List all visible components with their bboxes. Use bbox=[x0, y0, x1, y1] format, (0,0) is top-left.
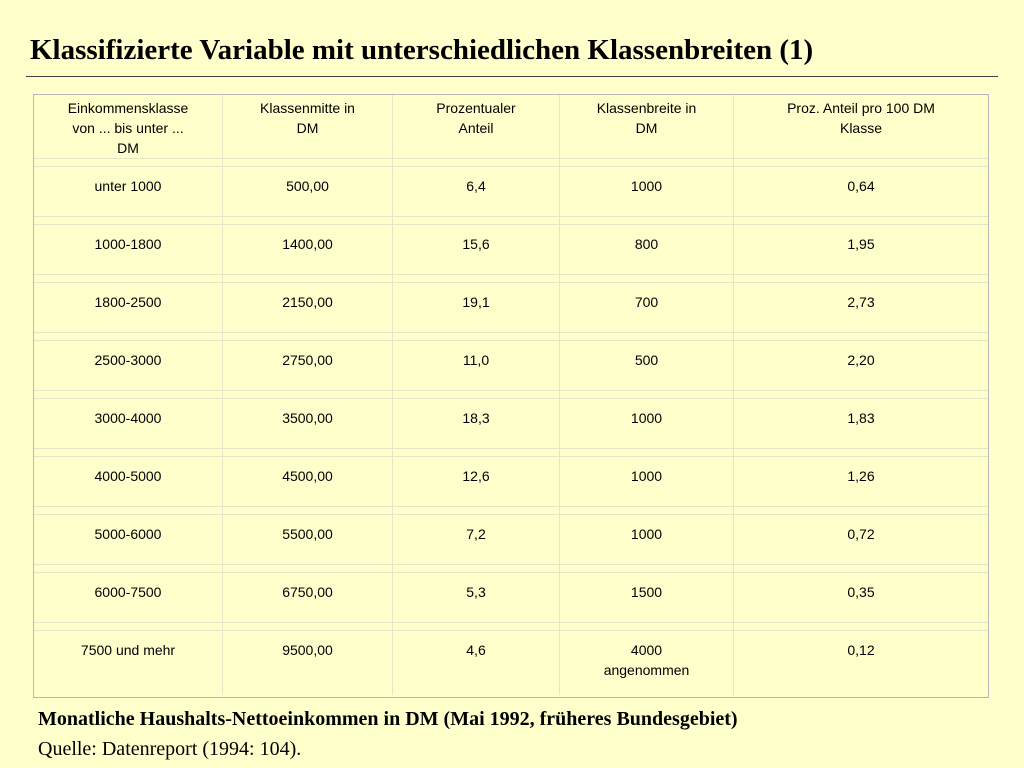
table-body bbox=[34, 158, 988, 695]
separator-cell bbox=[733, 390, 988, 399]
separator-cell bbox=[34, 274, 222, 283]
separator-cell bbox=[34, 216, 222, 225]
table-cell: 0,72 bbox=[733, 515, 988, 564]
table-cell: 2150,00 bbox=[222, 283, 392, 332]
table-cell: 1800-2500 bbox=[94, 294, 162, 310]
header-line: Einkommensklasse bbox=[67, 100, 189, 116]
separator-cell bbox=[559, 506, 733, 515]
separator-cell bbox=[34, 622, 222, 631]
separator-cell bbox=[559, 390, 733, 399]
table-row bbox=[34, 283, 988, 332]
table-cell: 1500 bbox=[559, 573, 733, 622]
row-separator bbox=[34, 622, 988, 631]
table-cell: 800 bbox=[559, 225, 733, 274]
slide-title: Klassifizierte Variable mit unterschiedlichen Klassenbreiten (1) bbox=[30, 34, 814, 66]
table-cell: 1000 bbox=[559, 515, 733, 564]
separator-cell bbox=[733, 448, 988, 457]
header-income-class bbox=[34, 95, 222, 158]
cell-line: 4000 bbox=[630, 642, 663, 658]
separator-cell bbox=[222, 216, 392, 225]
cell-line: angenommen bbox=[603, 662, 690, 678]
separator-cell bbox=[559, 332, 733, 341]
table-row bbox=[34, 573, 988, 622]
header-class-width bbox=[559, 95, 733, 158]
separator-cell bbox=[34, 448, 222, 457]
row-separator bbox=[34, 274, 988, 283]
separator-cell bbox=[559, 448, 733, 457]
separator-cell bbox=[392, 390, 559, 399]
table-cell: 7500 und mehr bbox=[80, 642, 176, 658]
table-caption: Monatliche Haushalts-Nettoeinkommen in DM (Mai 1992, früheres Bundesgebiet) bbox=[38, 708, 738, 730]
table-cell: 12,6 bbox=[392, 457, 559, 506]
header-line: Proz. Anteil pro 100 DM bbox=[787, 100, 935, 116]
table-cell: 0,35 bbox=[733, 573, 988, 622]
table-cell: 5,3 bbox=[392, 573, 559, 622]
separator-cell bbox=[34, 332, 222, 341]
separator-cell bbox=[222, 448, 392, 457]
separator-cell bbox=[559, 274, 733, 283]
table-cell: 1000-1800 bbox=[94, 236, 162, 252]
table-cell: 2,20 bbox=[733, 341, 988, 390]
separator-cell bbox=[34, 506, 222, 515]
separator-cell bbox=[392, 274, 559, 283]
table-cell: 9500,00 bbox=[222, 631, 392, 695]
table-cell: 2500-3000 bbox=[94, 352, 162, 368]
table-cell: 1,83 bbox=[733, 399, 988, 448]
separator-cell bbox=[222, 506, 392, 515]
separator-cell bbox=[392, 332, 559, 341]
header-class-midpoint bbox=[222, 95, 392, 158]
table-cell: 4500,00 bbox=[222, 457, 392, 506]
header-line: Klassenbreite in bbox=[596, 100, 697, 116]
table-cell: 4,6 bbox=[392, 631, 559, 695]
table-cell: 1400,00 bbox=[222, 225, 392, 274]
separator-cell bbox=[392, 506, 559, 515]
table-cell: 1,26 bbox=[733, 457, 988, 506]
table-cell: 3500,00 bbox=[222, 399, 392, 448]
row-separator bbox=[34, 448, 988, 457]
row-separator bbox=[34, 158, 988, 167]
separator-cell bbox=[733, 158, 988, 167]
table-row bbox=[34, 631, 988, 695]
separator-cell bbox=[222, 622, 392, 631]
separator-cell bbox=[222, 274, 392, 283]
header-line: von ... bis unter ... bbox=[72, 120, 184, 136]
header-line: DM bbox=[635, 120, 658, 136]
row-separator bbox=[34, 506, 988, 515]
table-cell: 500,00 bbox=[222, 167, 392, 216]
separator-cell bbox=[733, 274, 988, 283]
separator-cell bbox=[222, 390, 392, 399]
separator-cell bbox=[559, 216, 733, 225]
separator-cell bbox=[392, 216, 559, 225]
separator-cell bbox=[34, 158, 222, 167]
separator-cell bbox=[559, 564, 733, 573]
separator-cell bbox=[733, 622, 988, 631]
separator-cell bbox=[34, 564, 222, 573]
separator-cell bbox=[222, 158, 392, 167]
header-line: Anteil bbox=[458, 120, 494, 136]
separator-cell bbox=[222, 332, 392, 341]
table-cell: 19,1 bbox=[392, 283, 559, 332]
table-cell bbox=[559, 631, 733, 695]
header-line: DM bbox=[117, 140, 139, 156]
table-cell: 2750,00 bbox=[222, 341, 392, 390]
income-table-container bbox=[33, 94, 989, 698]
separator-cell bbox=[733, 216, 988, 225]
separator-cell bbox=[34, 390, 222, 399]
header-line: Klassenmitte in bbox=[260, 100, 355, 116]
separator-cell bbox=[392, 622, 559, 631]
table-cell: 1000 bbox=[559, 167, 733, 216]
separator-cell bbox=[392, 564, 559, 573]
table-cell: 6,4 bbox=[392, 167, 559, 216]
header-share-per-100dm bbox=[733, 95, 988, 158]
table-cell: 6000-7500 bbox=[94, 584, 162, 600]
table-cell: 18,3 bbox=[392, 399, 559, 448]
table-row bbox=[34, 515, 988, 564]
table-cell: 4000-5000 bbox=[94, 468, 162, 484]
row-separator bbox=[34, 390, 988, 399]
table-row bbox=[34, 341, 988, 390]
table-cell: 1000 bbox=[559, 399, 733, 448]
header-percentage-share bbox=[392, 95, 559, 158]
separator-cell bbox=[222, 564, 392, 573]
table-cell: 1000 bbox=[559, 457, 733, 506]
header-line: DM bbox=[296, 120, 319, 136]
table-cell: 11,0 bbox=[392, 341, 559, 390]
table-cell: 6750,00 bbox=[222, 573, 392, 622]
header-line: Klasse bbox=[839, 120, 883, 136]
table-header-row bbox=[34, 95, 988, 158]
table-cell: 0,64 bbox=[733, 167, 988, 216]
table-cell: 7,2 bbox=[392, 515, 559, 564]
table-row bbox=[34, 399, 988, 448]
separator-cell bbox=[392, 158, 559, 167]
table-cell: 3000-4000 bbox=[94, 410, 162, 426]
income-class-table bbox=[34, 95, 988, 695]
separator-cell bbox=[392, 448, 559, 457]
table-cell: 0,12 bbox=[733, 631, 988, 695]
table-cell: 5500,00 bbox=[222, 515, 392, 564]
table-cell: 2,73 bbox=[733, 283, 988, 332]
row-separator bbox=[34, 332, 988, 341]
table-row bbox=[34, 225, 988, 274]
separator-cell bbox=[733, 506, 988, 515]
row-separator bbox=[34, 216, 988, 225]
separator-cell bbox=[733, 332, 988, 341]
table-cell: 1,95 bbox=[733, 225, 988, 274]
table-row bbox=[34, 167, 988, 216]
title-divider bbox=[26, 76, 998, 77]
table-cell: 500 bbox=[559, 341, 733, 390]
header-line: Prozentualer bbox=[436, 100, 516, 116]
separator-cell bbox=[733, 564, 988, 573]
table-cell: 700 bbox=[559, 283, 733, 332]
separator-cell bbox=[559, 622, 733, 631]
separator-cell bbox=[559, 158, 733, 167]
table-cell: 5000-6000 bbox=[94, 526, 162, 542]
source-citation: Quelle: Datenreport (1994: 104). bbox=[38, 738, 302, 760]
table-cell: unter 1000 bbox=[94, 178, 162, 194]
table-cell: 15,6 bbox=[392, 225, 559, 274]
row-separator bbox=[34, 564, 988, 573]
table-row bbox=[34, 457, 988, 506]
